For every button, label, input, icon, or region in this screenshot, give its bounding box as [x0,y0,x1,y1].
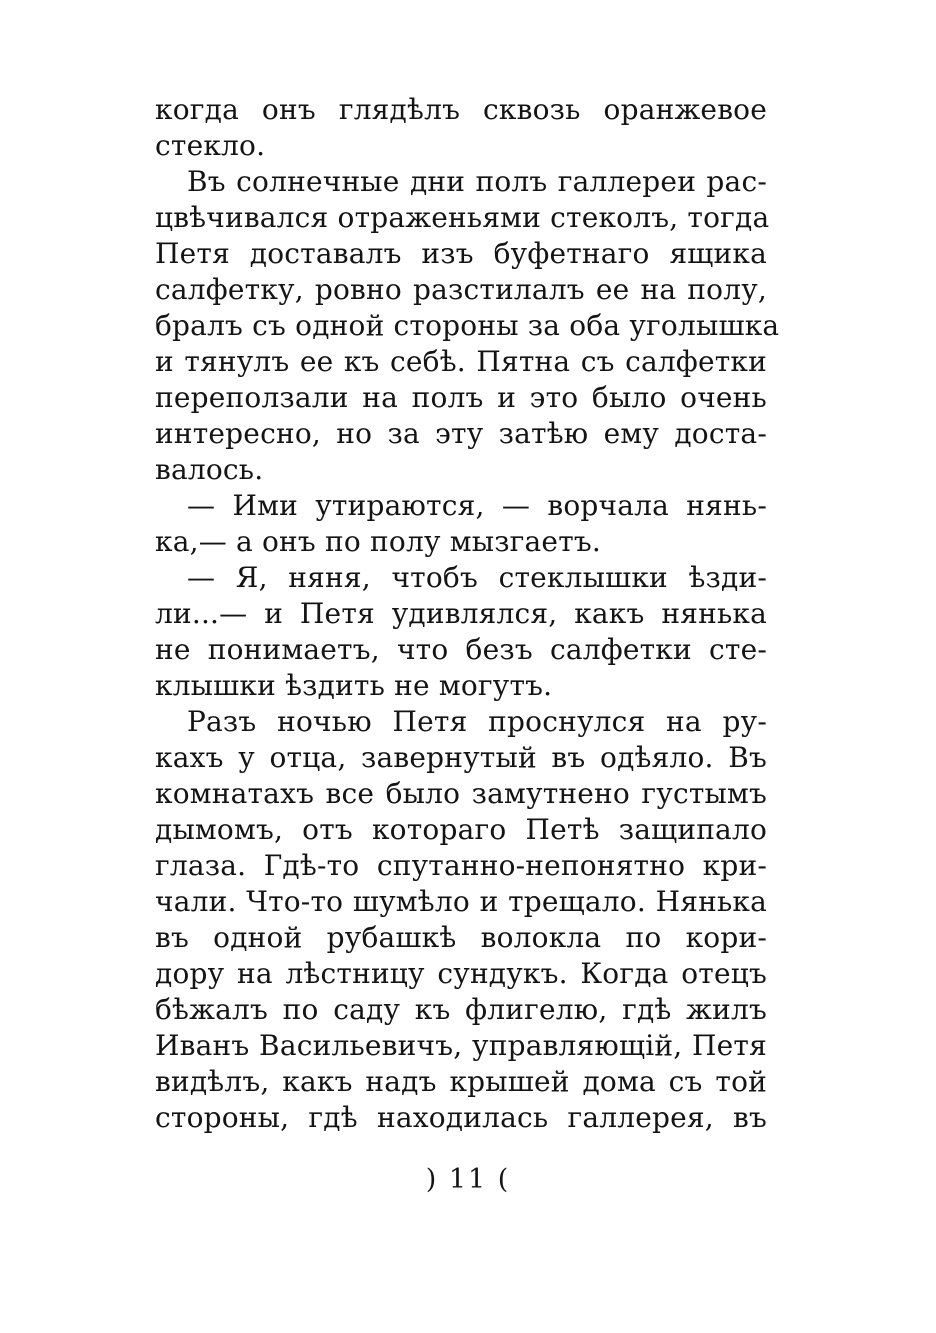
text-line: цвѣчивался отраженьями стеколъ, тогда [155,201,770,234]
text-line: чали. Что-то шумѣло и трещало. Нянька [155,885,767,918]
text-line: и тянулъ ее къ себѣ. Пятна съ салфетки [155,345,767,378]
text-line: бралъ съ одной стороны за оба уголышка [155,309,780,342]
text-line: ли...— и Петя удивлялся, какъ нянька [155,597,767,630]
text-line: переползали на полъ и это было очень [155,381,767,414]
text-line: Иванъ Васильевичъ, управляющій, Петя [155,1029,767,1062]
text-line: дымомъ, отъ котораго Петѣ защипало [155,813,767,846]
text-line: видѣлъ, какъ надъ крышей дома съ той [155,1065,767,1098]
text-line: валось. [155,453,264,486]
text-line: клышки ѣздить не могутъ. [155,669,553,702]
text-line: комнатахъ все было замутнено густымъ [155,777,767,810]
text-line: — Ими утираются, — ворчала нянь- [187,489,767,522]
text-line: Петя доставалъ изъ буфетнаго ящика [155,237,767,270]
text-line: — Я, няня, чтобъ стеклышки ѣзди- [187,561,767,594]
text-line: стороны, гдѣ находилась галлерея, въ [155,1101,767,1134]
text-line: кахъ у отца, завернутый въ одѣяло. Въ [155,741,767,774]
page-number: ) 11 ( [425,1164,511,1195]
text-line: бѣжалъ по саду къ флигелю, гдѣ жилъ [155,993,767,1026]
text-line: глаза. Гдѣ-то спутанно-непонятно кри- [155,849,767,882]
text-line: когда онъ глядѣлъ сквозь оранжевое [155,93,767,126]
text-line: салфетку, ровно разстилалъ ее на полу, [155,273,767,306]
text-line: стекло. [155,129,266,162]
text-line: въ одной рубашкѣ волокла по кори- [155,921,767,954]
text-line: не понимаетъ, что безъ салфетки сте- [155,633,767,666]
text-line: интересно, но за эту затѣю ему доста- [155,417,767,450]
text-line: ка,— а онъ по полу мызгаетъ. [155,525,601,558]
text-line: дору на лѣстницу сундукъ. Когда отецъ [155,957,767,990]
text-line: Разъ ночью Петя проснулся на ру- [187,705,767,738]
text-line: Въ солнечные дни полъ галлереи рас- [187,165,767,198]
body-text [155,92,780,1136]
